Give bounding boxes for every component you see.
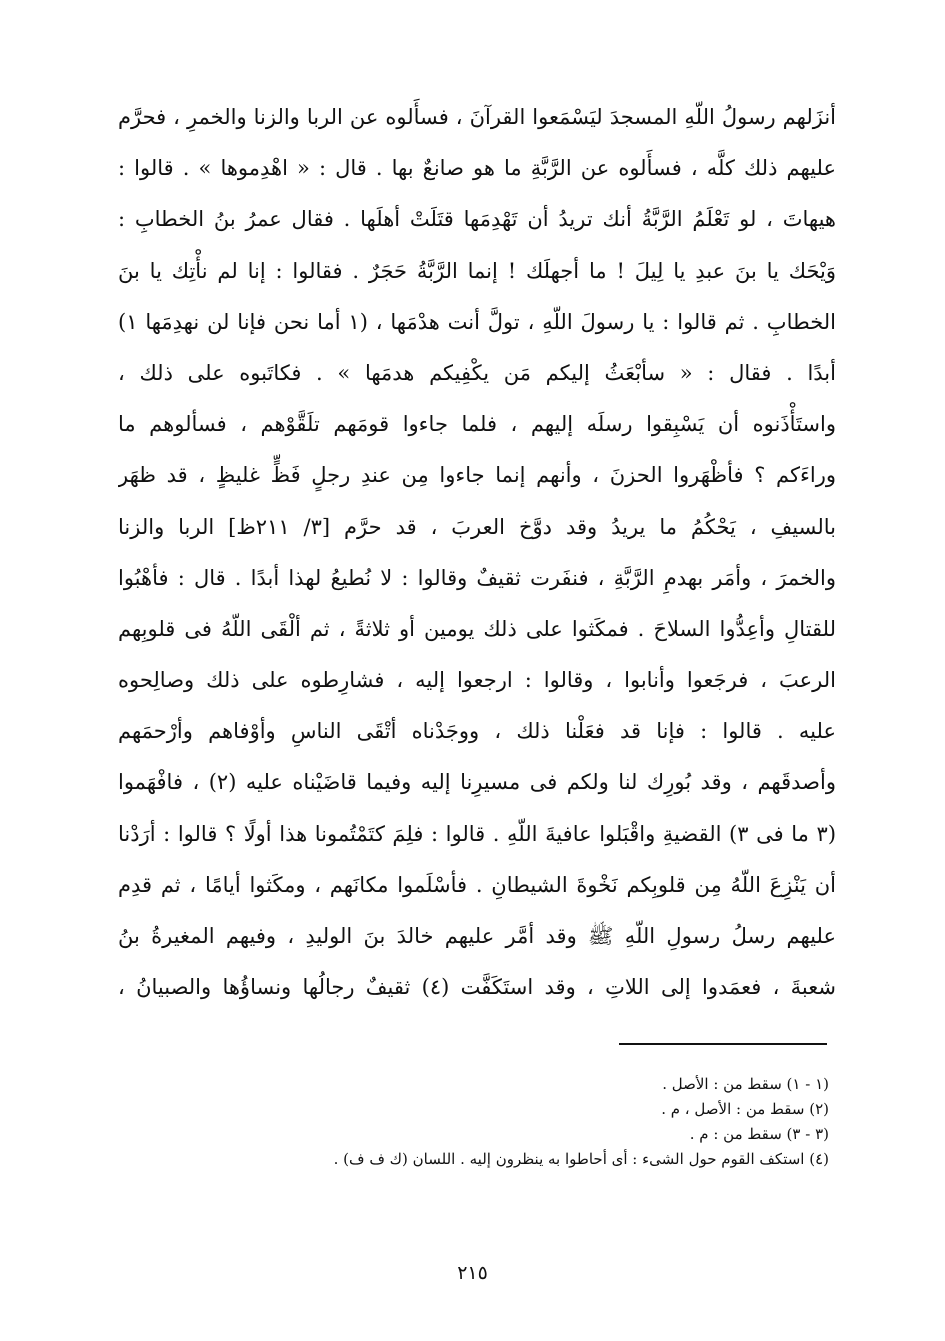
text-line: وراءَكم ؟ فأظْهَروا الحزنَ ، وأنهم إنما جاءوا مِن عندِ رجلٍ فَظٍّ غليظٍ ، قد ظهَر bbox=[118, 463, 836, 488]
footnote: (٤) استكف القوم حول الشىء : أى أحاطوا به ينظرون إليه . اللسان (ك ف ف) . bbox=[333, 1150, 829, 1168]
text-line: للقتالِ وأعِدُّوا السلاحَ . فمكَثوا على ذلك يومين أو ثلاثةً ، ثم ألْقَى اللّهُ فى قلوبِهم bbox=[118, 616, 836, 641]
text-line: بالسيفِ ، يَحْكُمُ ما يريدُ وقد دوَّخ العربَ ، قد حرَّم [٣/ ٢١١ظ] الربا والزنا bbox=[118, 514, 836, 539]
main-text bbox=[118, 92, 836, 1013]
footnotes bbox=[109, 1072, 829, 1172]
text-line: هيهاتَ ، لو تَعْلَمُ الرَّبَّةُ أنك تريدُ أن تَهْدِمَها قتَلَتْ أهلَها . فقال عمرُ بنُ الخطابِ : bbox=[118, 207, 836, 232]
text-line: وَيْحَك يا بنَ عبدِ يا لِيلَ ! ما أجهلَك ! إنما الرَّبَّةُ حَجَرٌ . فقالوا : إنا لم نأْتِك يا بنَ bbox=[118, 258, 836, 283]
text-line: واستَأْذَنوه أن يَسْبِقوا رسلَه إليهم ، فلما جاءوا قومَهم تلَقَّوْهم ، فسألوهم ما bbox=[118, 412, 836, 437]
page-number: ٢١٥ bbox=[457, 1262, 488, 1284]
text-line: (٣ ما فى ٣) القضيةِ واقْبَلوا عافيةَ اللّهِ . قالوا : فلِمَ كتَمْتُمونا هذا أولًا ؟ قالوا : أرَدْنا bbox=[118, 821, 836, 846]
text-line: عليه . قالوا : فإنا قد فعَلْنا ذلك ، ووجَدْناه أتْقَى الناسِ وأوْفاهم وأرْحمَهم bbox=[118, 719, 836, 744]
footnote: (١ - ١) سقط من : الأصل . bbox=[662, 1075, 829, 1093]
text-line: عليهم رسلُ رسولِ اللّهِ ﷺ وقد أمَّر عليهم خالدَ بنَ الوليدِ ، وفيهم المغيرةُ بنُ bbox=[118, 924, 836, 948]
footnote-separator bbox=[619, 1043, 827, 1045]
footnote: (٢) سقط من : الأصل ، م . bbox=[661, 1100, 829, 1118]
text-line: أنزَلهم رسولُ اللّهِ المسجدَ ليَسْمَعوا القرآنَ ، فسأَلوه عن الربا والزنا والخمرِ ، فحرَّم bbox=[118, 105, 836, 129]
text-line: الخطابِ . ثم قالوا : يا رسولَ اللّهِ ، تولَّ أنت هدْمَها ، (١ أما نحن فإنا لن نهدِمَها ١) bbox=[118, 309, 836, 334]
text-line: أبدًا . فقال : « سأبْعَثُ إليكم مَن يكْفِيكم هدمَها » . فكاتَبوه على ذلك ، bbox=[118, 360, 836, 385]
text-line: وأصدقَهم ، وقد بُورِك لنا ولكم فى مسيرِنا إليه وفيما قاضَيْناه عليه (٢) ، فافْهَموا bbox=[118, 770, 836, 795]
text-line: والخمرَ ، وأمَر بهدمِ الرَّبَّةِ ، فنفَرت ثقيفٌ وقالوا : لا نُطيعُ لهذا أبدًا . قال : فأهْبُوا bbox=[118, 565, 836, 590]
text-line: شعبةَ ، فعمَدوا إلى اللاتِ ، وقد استَكَفَّت (٤) ثقيفٌ رجالُها ونساؤُها والصبيانُ ، bbox=[118, 975, 836, 1000]
text-line: عليهم ذلك كلَّه ، فسأَلوه عن الرَّبَّةِ ما هو صانعٌ بها . قال : « اهْدِموها » . قالوا : bbox=[118, 156, 836, 181]
text-line: الرعبَ ، فرجَعوا وأنابوا ، وقالوا : ارجعوا إليه ، فشارِطوه على ذلك وصالِحوه bbox=[118, 668, 836, 693]
text-line: أن يَنْزِعَ اللّهُ مِن قلوبِكم نَخْوةَ الشيطانِ . فأسْلَموا مكانَهم ، ومكَثوا أيامًا ، ثم قدِم bbox=[118, 872, 836, 897]
footnote: (٣ - ٣) سقط من : م . bbox=[689, 1125, 829, 1143]
